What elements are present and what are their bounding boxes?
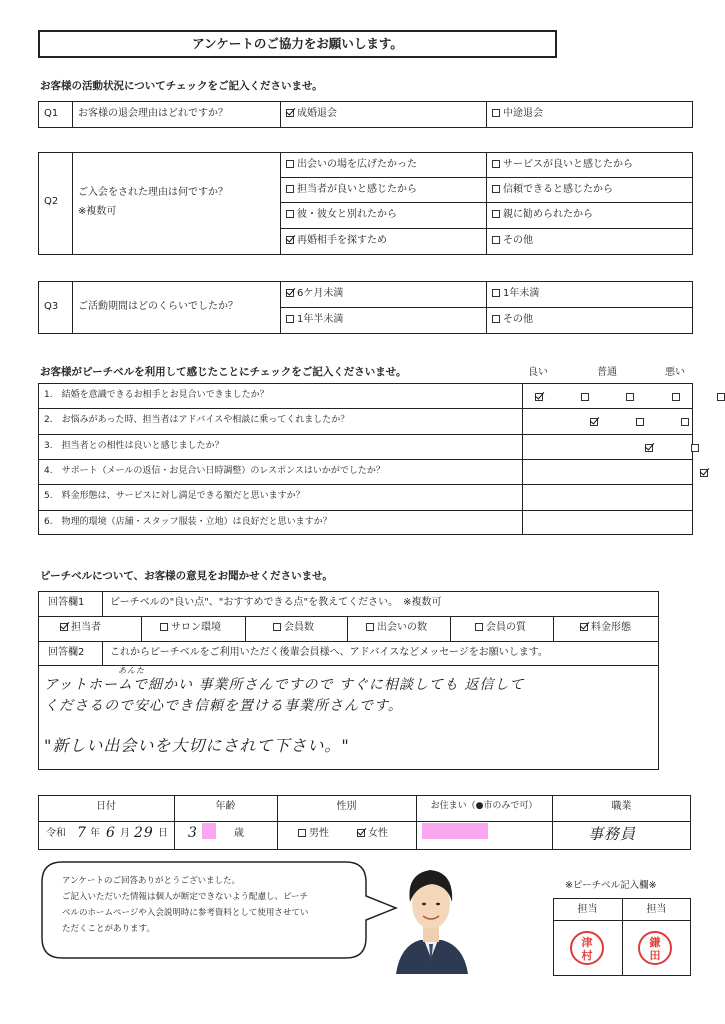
date-day-unit: 日	[158, 828, 168, 839]
footer-message-1: アンケートのご回答ありがとうございました。	[62, 876, 240, 886]
q2-label: Q2	[44, 196, 59, 207]
section3-heading: ピーチベルについて、お客様の意見をお聞かせくださいませ。	[40, 570, 333, 582]
checkbox-icon[interactable]	[273, 623, 281, 631]
stamp-tsumura-text: 津村	[581, 936, 593, 962]
q2-question: ご入会をされた理由は何ですか？	[78, 187, 228, 198]
handwriting-line-3: "新しい出会いを大切にされて下さい。"	[44, 736, 350, 755]
checkbox-icon[interactable]	[60, 623, 68, 631]
rating-4-option-1-checkbox[interactable]	[700, 469, 708, 477]
q2-option-0[interactable]: 出会いの場を広げたかった	[286, 159, 417, 171]
checkbox-icon[interactable]	[286, 160, 294, 168]
staff-col-2: 担当	[646, 904, 667, 915]
redacted-address	[422, 823, 488, 839]
checkbox-icon[interactable]	[286, 185, 294, 193]
staff-caricature	[392, 860, 470, 974]
checkbox-icon[interactable]	[492, 109, 500, 117]
q1-option-0[interactable]: 成婚退会	[286, 108, 337, 120]
date-year: 7	[77, 825, 87, 841]
q3-label: Q3	[44, 301, 59, 312]
checkbox-icon[interactable]	[286, 210, 294, 218]
header-address: お住まい（●市のみで可）	[430, 801, 538, 811]
rating-3-option-1-checkbox[interactable]	[645, 444, 653, 452]
checkbox-icon[interactable]	[160, 623, 168, 631]
rating-2-option-3-checkbox[interactable]	[681, 418, 689, 426]
handwriting-line-1: アットホームで細かい 事業所さんですので すぐに相談しても 返信して	[44, 677, 525, 693]
checkbox-icon[interactable]	[580, 623, 588, 631]
answer2-prompt: これからピーチベルをご利用いただく後輩会員様へ、アドバイスなどメッセージをお願いします。	[110, 647, 548, 658]
header-occupation: 職業	[611, 801, 632, 812]
answer1-option-3[interactable]: 出会いの数	[366, 622, 427, 634]
occupation: 事務員	[588, 825, 637, 843]
answer1-option-2[interactable]: 会員数	[273, 622, 314, 634]
q3-option-3[interactable]: その他	[492, 314, 533, 326]
scale-bad: 悪い	[665, 367, 685, 378]
rating-1-option-1-checkbox[interactable]	[535, 393, 543, 401]
answer1-option-1[interactable]: サロン環境	[160, 622, 221, 634]
q1-question: お客様の退会理由はどれですか？	[78, 108, 228, 119]
header-age: 年齢	[215, 801, 236, 812]
checkbox-icon[interactable]	[286, 109, 294, 117]
scale-good: 良い	[528, 367, 548, 378]
gender-male[interactable]: 男性	[298, 828, 329, 840]
q2-option-3[interactable]: 信頼できると感じたから	[492, 184, 613, 196]
answer2-label: 回答欄2	[48, 647, 85, 658]
checkbox-icon[interactable]	[475, 623, 483, 631]
q3-option-0[interactable]: 6ケ月未満	[286, 288, 343, 300]
stamp-kamata-text: 鎌田	[649, 936, 661, 962]
date-day: 29	[134, 825, 154, 841]
checkbox-icon[interactable]	[492, 160, 500, 168]
checkbox-icon[interactable]	[286, 289, 294, 297]
checkbox-icon[interactable]	[286, 236, 294, 244]
rating-1-option-3-checkbox[interactable]	[626, 393, 634, 401]
checkbox-icon[interactable]	[298, 829, 306, 837]
staff-col-1: 担当	[577, 904, 598, 915]
q2-option-4[interactable]: 彼・彼女と別れたから	[286, 209, 397, 221]
q2-note: ※複数可	[78, 206, 117, 217]
q2-option-6[interactable]: 再婚相手を探すため	[286, 235, 387, 247]
answer1-option-4[interactable]: 会員の質	[475, 622, 526, 634]
age-digit: 3	[188, 825, 198, 841]
q2-option-2[interactable]: 担当者が良いと感じたから	[286, 184, 417, 196]
header-date: 日付	[96, 801, 116, 812]
age-unit: 歳	[234, 828, 244, 839]
footer-message-4: ただくことがあります。	[62, 924, 155, 934]
answer1-label: 回答欄1	[48, 597, 85, 608]
checkbox-icon[interactable]	[492, 210, 500, 218]
scale-normal: 普通	[597, 367, 617, 378]
handwriting-line-2: くださるので安心でき信頼を置ける事業所さんです。	[44, 698, 403, 714]
redacted-age	[202, 823, 216, 839]
q3-option-2[interactable]: 1年半未満	[286, 314, 343, 326]
section1-heading: お客様の活動状況についてチェックをご記入くださいませ。	[40, 80, 323, 92]
q1-option-1[interactable]: 中途退会	[492, 108, 543, 120]
section2-heading: お客様がピーチベルを利用して感じたことにチェックをご記入くださいませ。	[40, 366, 407, 378]
footer-message-2: ご記入いただいた情報は個人が断定できないよう配慮し、ピーチ	[62, 892, 309, 902]
page-title: アンケートのご協力をお願いします。	[192, 36, 403, 51]
stamp-tsumura	[570, 931, 604, 965]
q2-option-7[interactable]: その他	[492, 235, 533, 247]
checkbox-icon[interactable]	[366, 623, 374, 631]
handwriting-note: あんた	[118, 666, 145, 675]
q3-option-1[interactable]: 1年未満	[492, 288, 539, 300]
date-month-unit: 月	[120, 828, 130, 839]
rating-question-2: 2. お悩みがあった時、担当者はアドバイスや相談に乗ってくれましたか？	[44, 415, 350, 425]
rating-1-option-4-checkbox[interactable]	[672, 393, 680, 401]
rating-question-3: 3. 担当者との相性は良いと感じましたか？	[44, 441, 224, 451]
q2-option-5[interactable]: 親に勧められたから	[492, 209, 593, 221]
date-prefix: 令和	[46, 828, 66, 839]
header-gender: 性別	[336, 801, 357, 812]
checkbox-icon[interactable]	[357, 829, 365, 837]
rating-3-option-2-checkbox[interactable]	[691, 444, 699, 452]
checkbox-icon[interactable]	[492, 185, 500, 193]
rating-2-option-1-checkbox[interactable]	[590, 418, 598, 426]
q2-option-1[interactable]: サービスが良いと感じたから	[492, 159, 633, 171]
staff-heading: ※ピーチベル記入欄※	[565, 880, 657, 891]
checkbox-icon[interactable]	[286, 315, 294, 323]
rating-question-5: 5. 料金形態は、サービスに対し満足できる額だと思いますか？	[44, 491, 305, 501]
checkbox-icon[interactable]	[492, 315, 500, 323]
answer1-prompt: ピーチベルの"良い点"、"おすすめできる点"を教えてください。 ※複数可	[110, 597, 442, 608]
date-year-unit: 年	[90, 828, 100, 839]
footer-message-3: ベルのホームページや入会説明時に参考資料として使用させてい	[62, 908, 309, 918]
rating-1-option-5-checkbox[interactable]	[717, 393, 725, 401]
stamp-kamata	[638, 931, 672, 965]
rating-question-6: 6. 物理的環境（店舗・スタッフ服装・立地）は良好だと思いますか？	[44, 517, 332, 527]
answer1-option-5[interactable]: 料金形態	[580, 622, 631, 634]
date-month: 6	[106, 825, 116, 841]
gender-female[interactable]: 女性	[357, 828, 388, 840]
rating-question-4: 4. サポート（メールの返信・お見合い日時調整）のレスポンスはいかがでしたか？	[44, 466, 385, 476]
checkbox-icon[interactable]	[492, 236, 500, 244]
checkbox-icon[interactable]	[492, 289, 500, 297]
rating-question-1: 1. 結婚を意識できるお相手とお見合いできましたか？	[44, 390, 269, 400]
rating-2-option-2-checkbox[interactable]	[636, 418, 644, 426]
rating-1-option-2-checkbox[interactable]	[581, 393, 589, 401]
answer1-option-0[interactable]: 担当者	[60, 622, 101, 634]
q1-label: Q1	[44, 108, 59, 119]
q3-question: ご活動期間はどのくらいでしたか？	[78, 301, 238, 312]
